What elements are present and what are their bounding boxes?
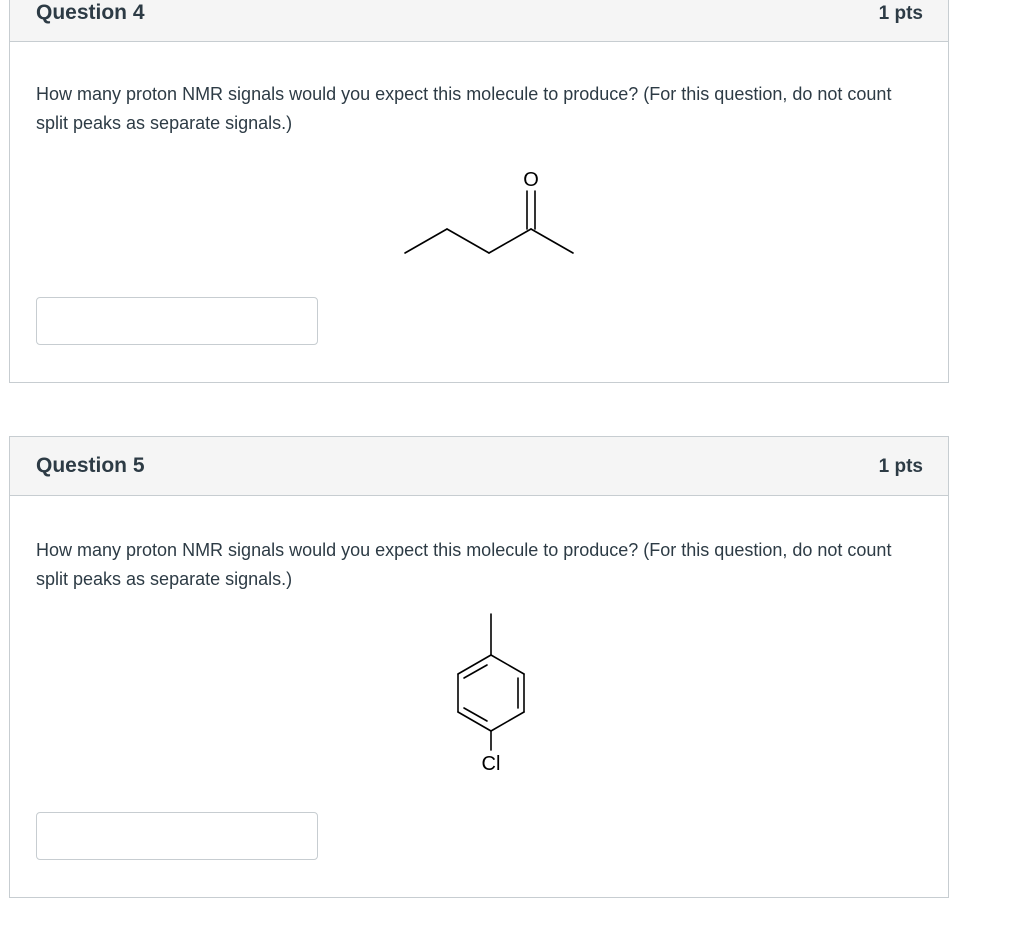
question-header	[10, 437, 948, 496]
question-points: 1 pts	[878, 456, 923, 477]
ring-bond	[491, 655, 524, 674]
inner-double-bond	[464, 708, 487, 721]
4-chlorotoluene-structure	[430, 607, 550, 787]
bond	[531, 229, 573, 253]
answer-input[interactable]	[36, 297, 318, 345]
inner-double-bond	[464, 665, 487, 678]
question-text: How many proton NMR signals would you expect this molecule to produce? (For this question, do not count split peaks as separate signals.)	[36, 84, 892, 133]
question-title: Question 4	[36, 1, 145, 24]
question-text: How many proton NMR signals would you expect this molecule to produce? (For this question, do not count split peaks as separate signals.)	[36, 540, 892, 589]
answer-input[interactable]	[36, 812, 318, 860]
question-header	[10, 0, 948, 42]
bond	[447, 229, 489, 253]
bond	[489, 229, 531, 253]
chlorine-atom-label: Cl	[481, 753, 501, 775]
question-5-card	[9, 436, 949, 898]
bond	[405, 229, 447, 253]
question-points: 1 pts	[878, 3, 923, 24]
question-4-card	[9, 0, 949, 383]
oxygen-atom-label: O	[523, 169, 539, 191]
butanone-structure	[390, 160, 590, 270]
ring-bond	[491, 712, 524, 731]
question-title: Question 5	[36, 454, 145, 477]
